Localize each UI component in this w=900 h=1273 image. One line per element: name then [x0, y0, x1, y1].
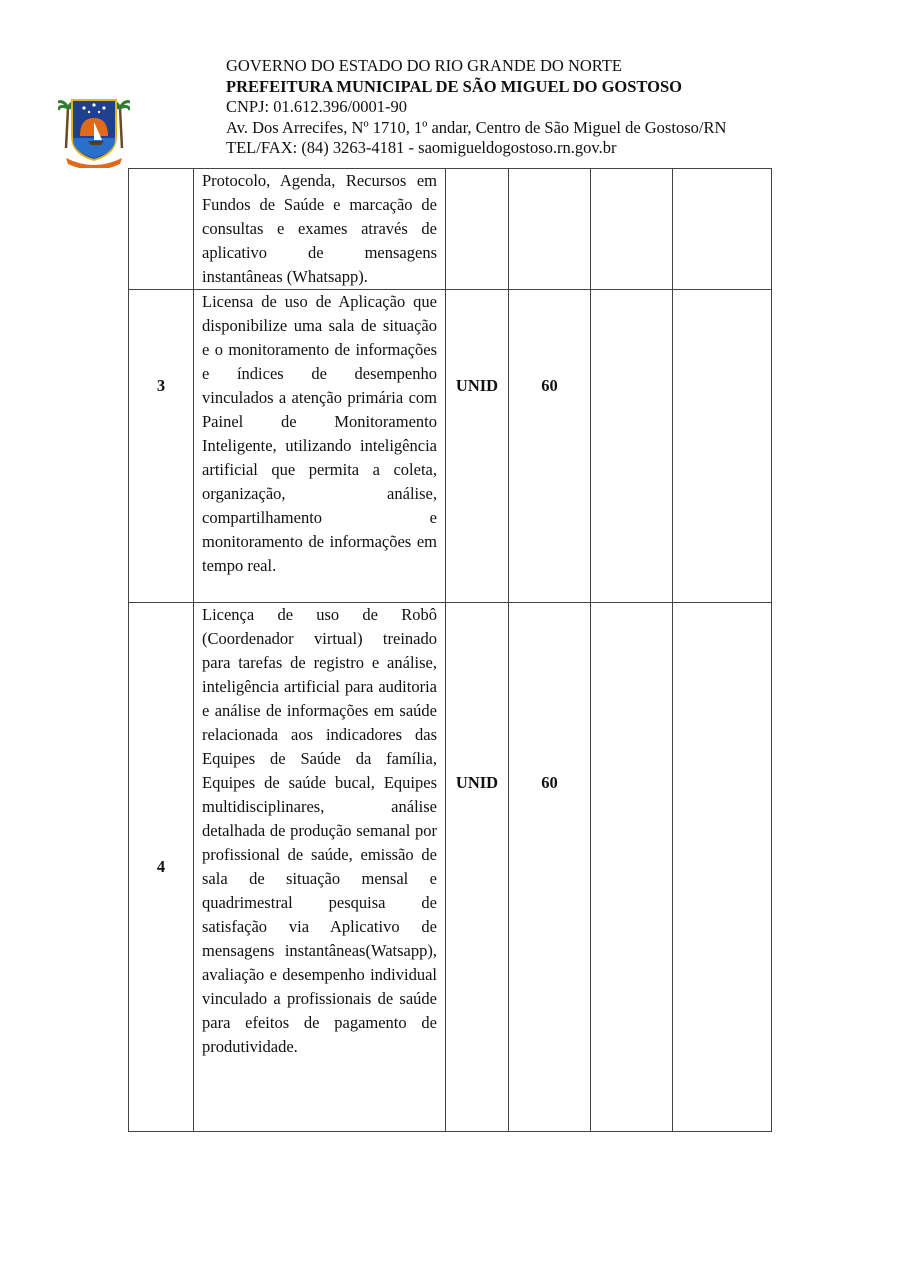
quantity-cell: 60 [509, 603, 591, 1132]
coat-of-arms-icon [58, 78, 130, 168]
header-cnpj: CNPJ: 01.612.396/0001-90 [226, 97, 408, 116]
table-row [129, 290, 772, 603]
unit-cell [446, 169, 509, 290]
item-number-cell: 4 [129, 603, 194, 1132]
header-prefeitura: PREFEITURA MUNICIPAL DE SÃO MIGUEL DO GOSTOSO [226, 76, 682, 96]
header-government: GOVERNO DO ESTADO DO RIO GRANDE DO NORTE [226, 56, 622, 75]
description-text: Licensa de uso de Aplicação que disponibilize uma sala de situação e o monitoramento de informações e índices de desempenho vinculados a atenção primária com Painel de Monitoramento Inteligente, utilizando inteligência artificial que permita a coleta, organização, análise, compartilhamento e monitoramento de informações em tempo real. [202, 292, 437, 575]
table-row [129, 603, 772, 1132]
total-price-cell [673, 603, 772, 1132]
unit-cell: UNID [446, 603, 509, 1132]
table-row [129, 169, 772, 290]
document-header [58, 56, 818, 166]
item-number-cell: 3 [129, 290, 194, 603]
description-cell [194, 290, 446, 603]
description-text: Licença de uso de Robô (Coordenador virtual) treinado para tarefas de registro e análise, inteligência artificial para auditoria e análise de informações em saúde relacionada aos indicadores das Equipes de Saúde da família, Equipes de saúde bucal, Equipes multidisciplinares, análise detalhada de produção semanal por profissional de saúde, emissão de sala de situação mensal e quadrimestral pesquisa de satisfação via Aplicativo de mensagens instantâneas(Watsapp), avaliação e desempenho individual vinculado a profissionais de saúde para efeitos de pagamento de produtividade. [202, 605, 437, 1056]
description-cell [194, 603, 446, 1132]
header-address: Av. Dos Arrecifes, Nº 1710, 1º andar, Centro de São Miguel de Gostoso/RN [226, 117, 727, 137]
item-number-cell [129, 169, 194, 290]
unit-cell: UNID [446, 290, 509, 603]
total-price-cell [673, 169, 772, 290]
quantity-cell: 60 [509, 290, 591, 603]
items-table [128, 168, 772, 1132]
total-price-cell [673, 290, 772, 603]
unit-price-cell [591, 603, 673, 1132]
description-text: Protocolo, Agenda, Recursos em Fundos de Saúde e marcação de consultas e exames através de aplicativo de mensagens instantâneas (Whatsapp). [202, 171, 437, 286]
header-text [226, 56, 726, 159]
unit-price-cell [591, 290, 673, 603]
unit-price-cell [591, 169, 673, 290]
description-cell [194, 169, 446, 290]
header-contact: TEL/FAX: (84) 3263-4181 - saomigueldogostoso.rn.gov.br [226, 138, 617, 157]
quantity-cell [509, 169, 591, 290]
